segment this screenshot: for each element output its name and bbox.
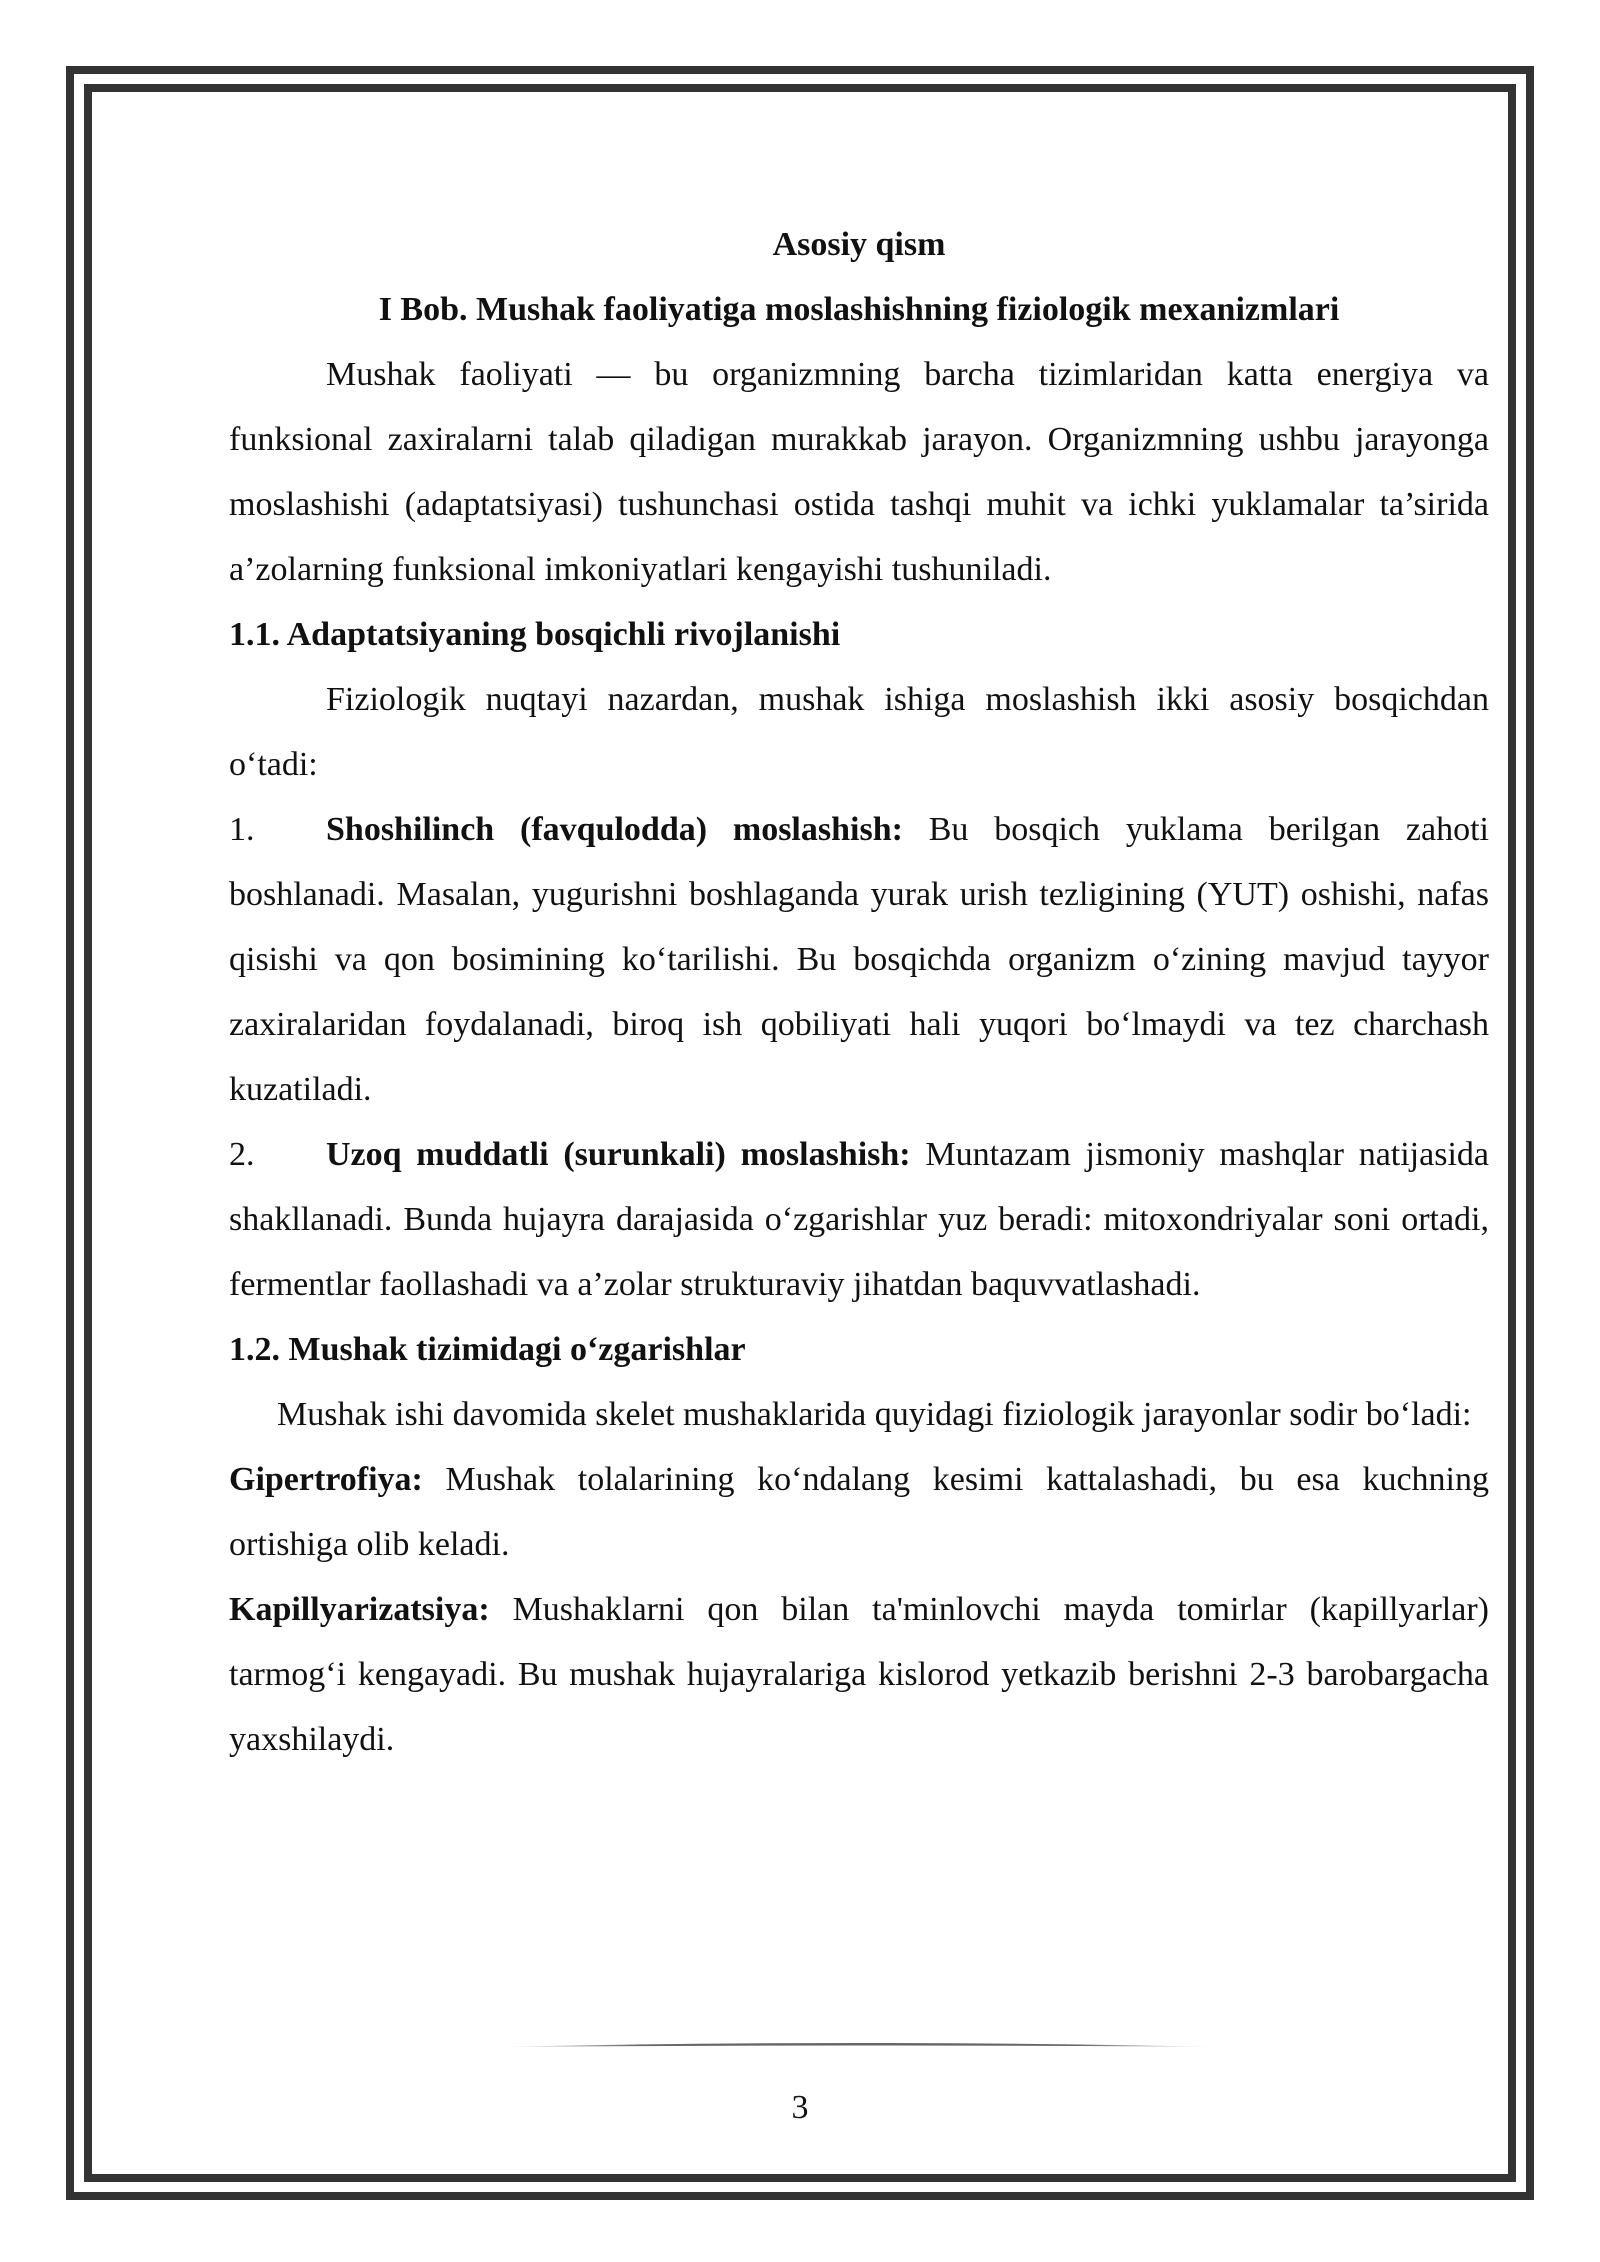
list-item-text: Muntazam jismoniy mashqlar natijasida shakllanadi. Bunda hujayra darajasida o‘zgarishlar yuz beradi: mitoxondriyalar soni ortadi, fermentlar faollashadi va a’zolar strukturaviy jihatdan baquvvatlashadi. (229, 1136, 1489, 1303)
section-1-1-intro: Fiziologik nuqtayi nazardan, mushak ishiga moslashish ikki asosiy bosqichdan o‘tadi: (229, 681, 1489, 783)
list-item-text: Bu bosqich yuklama berilgan zahoti boshlanadi. Masalan, yugurishni boshlaganda yurak urish tezligining (YUT) oshishi, nafas qisishi va qon bosimining ko‘tarilishi. Bu bosqichda organizm o‘zining mavjud tayyor zaxiralaridan foydalanadi, biroq ish qobiliyati hali yuqori bo‘lmaydi va tez charchash kuzatiladi. (229, 811, 1489, 1108)
list-item-number: 2. (229, 1136, 255, 1173)
section-1-1-title: 1.1. Adaptatsiyaning bosqichli rivojlanishi (229, 616, 841, 653)
section-1-2-intro: Mushak ishi davomida skelet mushaklarida quyidagi fiziologik jarayonlar sodir bo‘ladi: (277, 1396, 1472, 1433)
chapter-title: I Bob. Mushak faoliyatiga moslashishning fiziologik mexanizmlari (378, 291, 1340, 328)
part-title: Asosiy qism (772, 226, 946, 263)
footer-ornament (497, 2038, 1221, 2054)
definition-term: Kapillyarizatsiya: (229, 1591, 490, 1628)
list-item-number: 1. (229, 811, 255, 848)
document-body (229, 212, 1489, 1772)
definition-text: Mushaklarni qon bilan ta'minlovchi mayda tomirlar (kapillyarlar) tarmog‘i kengayadi. Bu mushak hujayralariga kislorod yetkazib berishni 2-3 barobargacha yaxshilaydi. (229, 1591, 1489, 1758)
definition-item (229, 1577, 1489, 1772)
definition-item (229, 1447, 1489, 1577)
page-number: 3 (791, 2089, 809, 2126)
intro-paragraph: Mushak faoliyati — bu organizmning barcha tizimlaridan katta energiya va funksional zaxiralarni talab qiladigan murakkab jarayon. Organizmning ushbu jarayonga moslashishi (adaptatsiyasi) tushunchasi ostida tashqi muhit va ichki yuklamalar ta’sirida a’zolarning funksional imkoniyatlari kengayishi tushuniladi. (229, 356, 1489, 588)
list-item-term: Uzoq muddatli (surunkali) moslashish: (326, 1136, 911, 1173)
list-item (229, 1122, 1489, 1317)
section-1-2-title: 1.2. Mushak tizimidagi o‘zgarishlar (229, 1331, 746, 1368)
list-item-term: Shoshilinch (favqulodda) moslashish: (326, 811, 903, 848)
definition-term: Gipertrofiya: (229, 1461, 423, 1498)
list-item (229, 797, 1489, 1122)
definition-text: Mushak tolalarining ko‘ndalang kesimi kattalashadi, bu esa kuchning ortishiga olib keladi. (229, 1461, 1489, 1563)
